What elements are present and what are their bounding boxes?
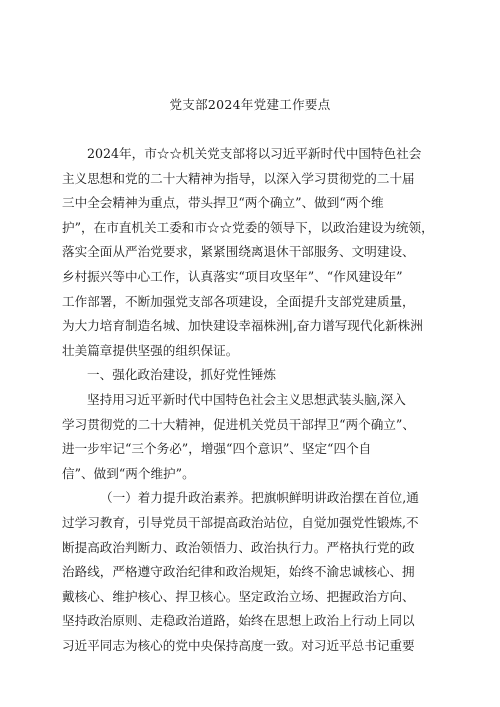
paragraph-line: 工作部署，不断加强党支部各项建设，全面提升支部党建质量， bbox=[62, 293, 415, 309]
subsection-line: （一）着力提升政治素养。把旗帜鲜明讲政治摆在首位,通 bbox=[100, 490, 419, 506]
document-body bbox=[62, 142, 438, 658]
paragraph-line: 进一步牢记“三个务必”，增强“四个意识”、坚定“四个自 bbox=[62, 441, 372, 457]
paragraph-line: 三中全会精神为重点，带头捍卫“两个确立”、做到“两个维 bbox=[62, 195, 384, 211]
paragraph-line: 治路线，严格遵守政治纪律和政治规矩，始终不渝忠诚核心、拥 bbox=[62, 564, 415, 580]
paragraph-line: 戴核心、维护核心、捍卫核心。坚定政治立场、把握政治方向、 bbox=[62, 588, 415, 604]
paragraph-line: 过学习教育，引导党员干部提高政治站位，自觉加强党性锻炼,不 bbox=[62, 514, 419, 530]
paragraph-line: 落实全面从严治党要求，紧紧围绕离退休干部服务、文明建设、 bbox=[62, 244, 415, 260]
paragraph-line: 壮美篇章提供坚强的组织保证。 bbox=[62, 342, 239, 358]
section-heading: 一、强化政治建设，抓好党性锤炼 bbox=[87, 367, 276, 383]
paragraph-line: 坚持用习近平新时代中国特色社会主义思想武装头脑,深入 bbox=[87, 391, 406, 407]
paragraph-line: 坚持政治原则、走稳政治道路，始终在思想上政治上行动上同以 bbox=[62, 613, 415, 629]
paragraph-line: 信”、做到“两个维护”。 bbox=[62, 465, 195, 481]
paragraph-line: 习近平同志为核心的党中央保持高度一致。对习近平总书记重要 bbox=[62, 637, 415, 653]
paragraph-line: 护”，在市直机关工委和市☆☆党委的领导下，以政治建设为统领， bbox=[62, 219, 434, 235]
paragraph-line: 学习贯彻党的二十大精神，促进机关党员干部捍卫“两个确立”、 bbox=[62, 416, 415, 432]
paragraph-line: 断提高政治判断力、政治领悟力、政治执行力。严格执行党的政 bbox=[62, 539, 415, 555]
paragraph-line: 为大力培育制造名城、加快建设幸福株洲|,奋力谱写现代化新株洲 bbox=[62, 318, 423, 334]
document-title: 党支部2024年党建工作要点 bbox=[169, 97, 331, 112]
paragraph-line: 主义思想和党的二十大精神为指导，以深入学习贯彻党的二十届 bbox=[62, 170, 415, 186]
paragraph-line: 2024年，市☆☆机关党支部将以习近平新时代中国特色社会 bbox=[87, 146, 422, 161]
paragraph-line: 乡村振兴等中心工作，认真落实“项目攻坚年”、“作风建设年” bbox=[62, 268, 403, 284]
